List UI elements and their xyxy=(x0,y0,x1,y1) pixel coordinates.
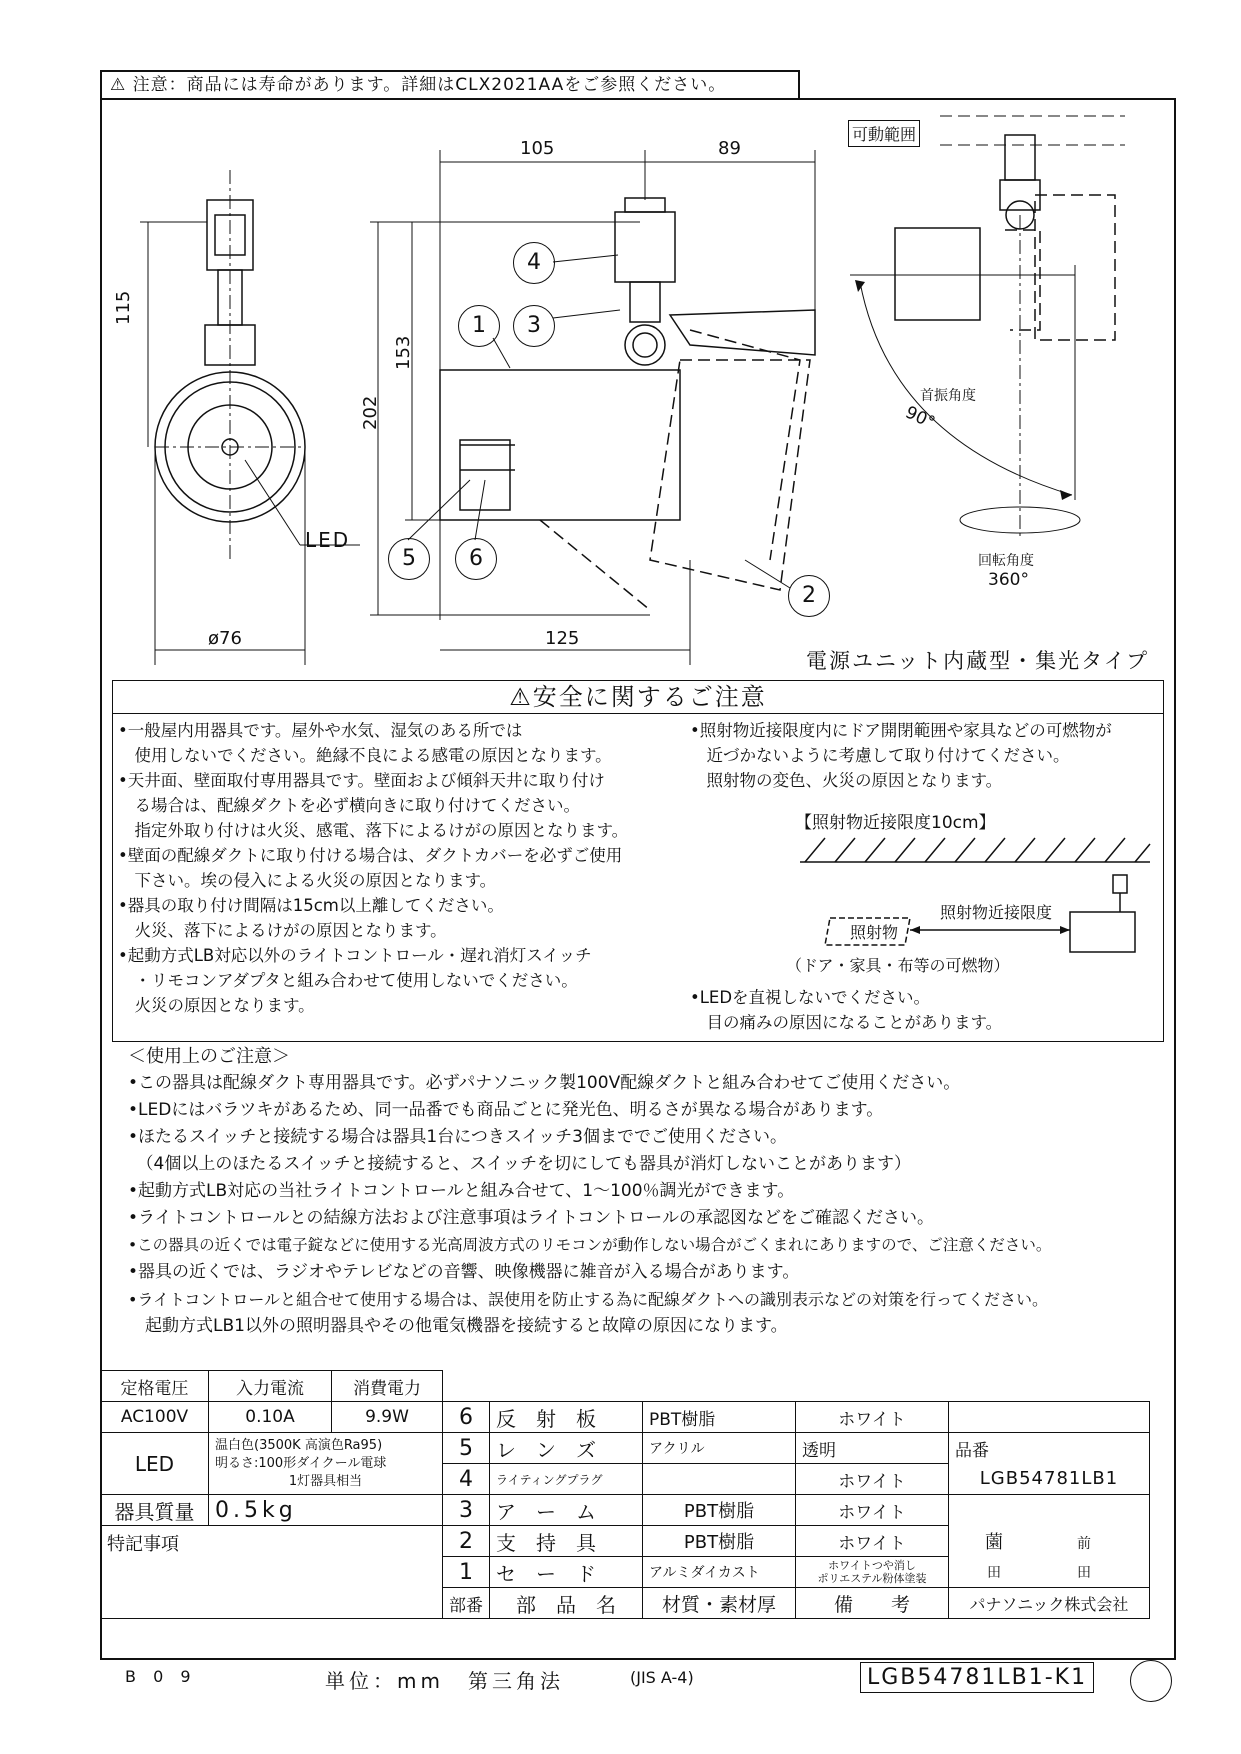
neck-angle-value: 90° xyxy=(902,402,938,434)
dim-105: 105 xyxy=(520,138,555,159)
current-value: 0.10A xyxy=(209,1402,332,1433)
callout-6: 6 xyxy=(455,538,497,580)
part-no: 3 xyxy=(443,1495,490,1526)
header-voltage: 定格電圧 xyxy=(101,1371,209,1402)
part-remark: ホワイト xyxy=(796,1526,949,1557)
safety-title: ⚠安全に関するご注意 xyxy=(112,680,1164,714)
signature-lower: 田 田 xyxy=(949,1557,1150,1588)
usage-line: •ほたるスイッチと接続する場合は器具1台につきスイッチ3個まででご使用ください。 xyxy=(128,1127,787,1147)
signature-upper: 薗 前 xyxy=(949,1526,1150,1557)
led-label: LED xyxy=(101,1433,209,1495)
power-value: 9.9W xyxy=(332,1402,443,1433)
proximity-label: 照射物近接限度 xyxy=(940,903,1053,922)
part-material: PBT樹脂 xyxy=(643,1402,796,1433)
col-name-header: 部 品 名 xyxy=(490,1588,643,1619)
type-caption: 電源ユニット内蔵型・集光タイプ xyxy=(806,649,1150,673)
part-material: PBT樹脂 xyxy=(643,1495,796,1526)
safety-line: •LEDを直視しないでください。 xyxy=(690,988,931,1007)
col-remark-header: 備 考 xyxy=(796,1588,949,1619)
safety-line: 指定外取り付けは火災、感電、落下によるけがの原因となります。 xyxy=(118,821,629,840)
safety-line: る場合は、配線ダクトを必ず横向きに取り付けてください。 xyxy=(118,796,580,815)
part-material: アルミダイカスト xyxy=(643,1557,796,1588)
led-description: 温白色(3500K 高演色Ra95) 明るさ:100形ダイクール電球 1灯器具相当 xyxy=(209,1433,443,1495)
led-warning xyxy=(690,985,1160,1035)
rotation-value: 360° xyxy=(988,570,1029,590)
part-no: 2 xyxy=(443,1526,490,1557)
safety-line: 照射物の変色、火災の原因となります。 xyxy=(690,771,1003,790)
safety-line: •照射物近接限度内にドア開閉範囲や家具などの可燃物が xyxy=(690,721,1112,740)
part-name: 支 持 具 xyxy=(490,1526,643,1557)
safety-line: 火災、落下によるけがの原因となります。 xyxy=(118,921,447,940)
part-no: 4 xyxy=(443,1464,490,1495)
usage-line: 起動方式LB1以外の照明器具やその他電気機器を接続すると故障の原因になります。 xyxy=(128,1316,788,1336)
part-name: ア ー ム xyxy=(490,1495,643,1526)
callout-2: 2 xyxy=(788,575,830,617)
voltage-value: AC100V xyxy=(101,1402,209,1433)
header-power: 消費電力 xyxy=(332,1371,443,1402)
led-label: LED xyxy=(305,528,351,552)
warning-icon: ⚠ xyxy=(509,683,533,711)
safety-line: ・リモコンアダプタと組み合わせて使用しないでください。 xyxy=(118,971,578,990)
usage-line: （4個以上のほたるスイッチと接続すると、スイッチを切にしても器具が消灯しないことがあります） xyxy=(128,1154,911,1174)
safety-line: •天井面、壁面取付専用器具です。壁面および傾斜天井に取り付け xyxy=(118,771,605,790)
revision-circle xyxy=(1130,1660,1172,1702)
rotation-label: 回転角度 xyxy=(978,553,1034,569)
header-current: 入力電流 xyxy=(209,1371,332,1402)
part-remark: 透明 xyxy=(796,1433,949,1464)
col-no-header: 部番 xyxy=(443,1588,490,1619)
part-remark: ホワイトつや消し ポリエステル粉体塗装 xyxy=(796,1557,949,1588)
usage-line: •器具の近くでは、ラジオやテレビなどの音響、映像機器に雑音が入る場合があります。 xyxy=(128,1262,800,1282)
safety-line: 近づかないように考慮して取り付けてください。 xyxy=(690,746,1070,765)
col-material-header: 材質・素材厚 xyxy=(643,1588,796,1619)
dim-phi76: ø76 xyxy=(208,628,242,649)
part-name: セ ー ド xyxy=(490,1557,643,1588)
dim-153: 153 xyxy=(393,335,414,370)
flammables-note: （ドア・家具・布等の可燃物） xyxy=(786,956,1010,975)
safety-line: 下さい。埃の侵入による火災の原因となります。 xyxy=(118,871,497,890)
lifetime-notice: ⚠ 注意：商品には寿命があります。詳細はCLX2021AAをご参照ください。 xyxy=(100,70,800,98)
part-no: 5 xyxy=(443,1433,490,1464)
unit-projection: 単位：mm 第三角法 xyxy=(325,1669,564,1693)
safety-line: •器具の取り付け間隔は15cm以上離してください。 xyxy=(118,896,504,915)
company-name: パナソニック株式会社 xyxy=(949,1588,1150,1619)
warning-icon: ⚠ xyxy=(110,75,127,95)
safety-line: •壁面の配線ダクトに取り付ける場合は、ダクトカバーを必ずご使用 xyxy=(118,846,623,865)
part-material xyxy=(643,1464,796,1495)
usage-line: •この器具は配線ダクト専用器具です。必ずパナソニック製100V配線ダクトと組み合わせてご使用ください。 xyxy=(128,1073,961,1093)
dim-202: 202 xyxy=(360,395,381,430)
document-number: LGB54781LB1-K1 xyxy=(860,1662,1094,1693)
part-material: アクリル xyxy=(643,1433,796,1464)
part-remark: ホワイト xyxy=(796,1495,949,1526)
part-name: レ ン ズ xyxy=(490,1433,643,1464)
irradiated-object-label: 照射物 xyxy=(850,923,899,942)
dim-115: 115 xyxy=(113,290,134,325)
part-no: 6 xyxy=(443,1402,490,1433)
safety-line: 目の痛みの原因になることがあります。 xyxy=(690,1013,1003,1032)
part-name: 反 射 板 xyxy=(490,1402,643,1433)
spec-table xyxy=(100,1370,1150,1619)
usage-line: •起動方式LB対応の当社ライトコントロールと組み合せて、1～100％調光ができます。 xyxy=(128,1181,795,1201)
hinban-value: LGB54781LB1 xyxy=(949,1464,1150,1495)
usage-line: •この器具の近くでは電子錠などに使用する光高周波方式のリモコンが動作しない場合がごくまれにありますので、ご注意ください。 xyxy=(128,1236,1052,1254)
dim-89: 89 xyxy=(718,138,741,159)
paper-size: (JIS A-4) xyxy=(630,1668,694,1687)
callout-5: 5 xyxy=(388,538,430,580)
usage-notes xyxy=(128,1043,1168,1340)
callout-3: 3 xyxy=(513,305,555,347)
safety-line: •一般屋内用器具です。屋外や水気、湿気のある所では xyxy=(118,721,523,740)
proximity-title: 【照射物近接限度10cm】 xyxy=(795,813,996,833)
safety-line: 使用しないでください。絶縁不良による感電の原因となります。 xyxy=(118,746,612,765)
part-name: ライティングプラグ xyxy=(490,1464,643,1495)
callout-1: 1 xyxy=(458,305,500,347)
neck-angle-label: 首振角度 xyxy=(920,388,976,404)
safety-line: 火災の原因となります。 xyxy=(118,996,315,1015)
hinban-label: 品番 xyxy=(949,1433,1150,1464)
part-remark: ホワイト xyxy=(796,1464,949,1495)
dim-125: 125 xyxy=(545,628,580,649)
usage-line: •LEDにはバラツキがあるため、同一品番でも商品ごとに発光色、明るさが異なる場合があります。 xyxy=(128,1100,884,1120)
usage-title: ＜使用上のご注意＞ xyxy=(128,1046,290,1067)
notes-label: 特記事項 xyxy=(101,1526,443,1619)
part-material: PBT樹脂 xyxy=(643,1526,796,1557)
callout-4: 4 xyxy=(513,242,555,284)
usage-line: •ライトコントロールと組合せて使用する場合は、誤使用を防止する為に配線ダクトへの識別表示などの対策を行ってください。 xyxy=(128,1290,1048,1309)
mass-label: 器具質量 xyxy=(101,1495,209,1526)
part-no: 1 xyxy=(443,1557,490,1588)
safety-line: •起動方式LB対応以外のライトコントロール・遅れ消灯スイッチ xyxy=(118,946,592,965)
usage-line: •ライトコントロールとの結線方法および注意事項はライトコントロールの承認図などをご確認ください。 xyxy=(128,1208,934,1228)
movable-range-label: 可動範囲 xyxy=(848,120,920,147)
part-remark: ホワイト xyxy=(796,1402,949,1433)
mass-value: 0.5kg xyxy=(209,1495,443,1526)
sheet-code: B 0 9 xyxy=(125,1667,197,1686)
